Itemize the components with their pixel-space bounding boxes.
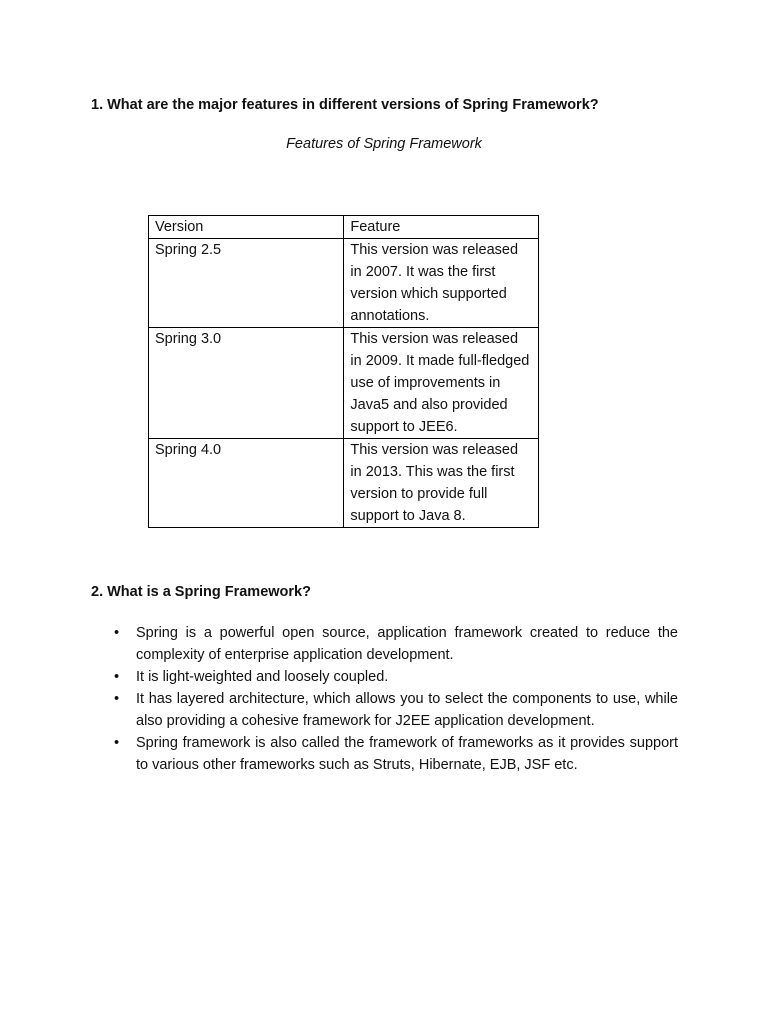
version-cell: Spring 2.5 — [149, 239, 344, 328]
table-row — [149, 328, 539, 439]
bullet-icon: • — [114, 691, 120, 707]
table-row — [149, 239, 539, 328]
bullet-icon: • — [114, 735, 120, 751]
question-2-heading: 2. What is a Spring Framework? — [91, 584, 311, 600]
list-item-text: Spring is a powerful open source, application framework created to reduce the complexity of enterprise application development. — [136, 625, 678, 663]
table-row — [149, 439, 539, 528]
bullet-icon: • — [114, 669, 120, 685]
feature-cell: This version was released in 2013. This was the first version to provide full support to Java 8. — [344, 439, 539, 528]
list-item-text: It is light-weighted and loosely coupled. — [136, 669, 389, 685]
bullet-icon: • — [114, 625, 120, 641]
list-item-text: Spring framework is also called the framework of frameworks as it provides support to various other frameworks such as Struts, Hibernate, EJB, JSF etc. — [136, 735, 678, 773]
feature-cell: This version was released in 2009. It made full-fledged use of improvements in Java5 and also provided support to JEE6. — [344, 328, 539, 439]
header-feature: Feature — [344, 216, 539, 239]
list-item — [114, 732, 678, 776]
feature-cell: This version was released in 2007. It was the first version which supported annotations. — [344, 239, 539, 328]
version-cell: Spring 4.0 — [149, 439, 344, 528]
bullet-list — [114, 622, 678, 776]
table-header-row — [149, 216, 539, 239]
list-item — [114, 688, 678, 732]
question-1-heading: 1. What are the major features in different versions of Spring Framework? — [91, 97, 599, 113]
list-item — [114, 622, 678, 666]
version-cell: Spring 3.0 — [149, 328, 344, 439]
table-caption: Features of Spring Framework — [286, 136, 482, 152]
header-version: Version — [149, 216, 344, 239]
list-item — [114, 666, 678, 688]
features-table — [148, 215, 539, 528]
list-item-text: It has layered architecture, which allows you to select the components to use, while also providing a cohesive framework for J2EE application development. — [136, 691, 678, 729]
